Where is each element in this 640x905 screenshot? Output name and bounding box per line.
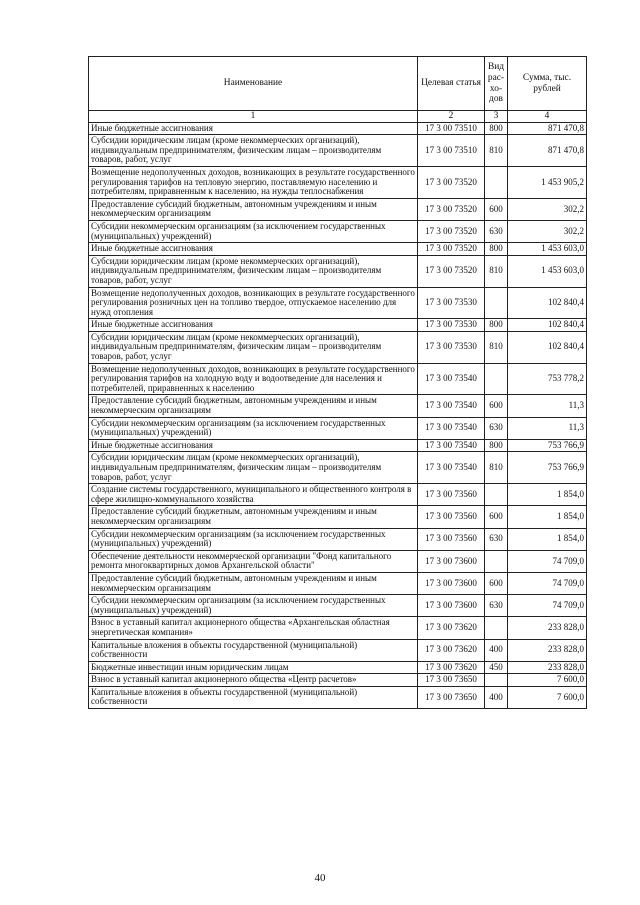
table-row [89,572,587,594]
row-sum-cell: 233 828,0 [508,661,587,674]
row-type-cell: 810 [485,255,508,287]
row-code-cell: 17 3 00 73510 [418,122,485,135]
table-row [89,198,587,220]
row-type-cell: 810 [485,135,508,167]
table-row [89,484,587,506]
column-number: 3 [485,111,508,123]
row-sum-cell: 11,3 [508,395,587,417]
row-sum-cell: 7 600,0 [508,686,587,708]
header-code: Целевая статья [418,57,485,111]
row-sum-cell: 233 828,0 [508,639,587,661]
row-sum-cell: 102 840,4 [508,331,587,363]
row-sum-cell: 1 453 603,0 [508,255,587,287]
row-type-cell: 800 [485,439,508,452]
row-sum-cell: 7 600,0 [508,674,587,687]
row-code-cell: 17 3 00 73600 [418,595,485,617]
row-name-cell: Бюджетные инвестиции иным юридическим лицам [89,661,418,674]
table-row [89,550,587,572]
row-code-cell: 17 3 00 73540 [418,417,485,439]
row-name-cell: Возмещение недополученных доходов, возникающих в результате государственного регулирования тарифов на тепловую энергию, поставляемую населению и потребителям, приравненным к населению, на нужды теплоснабжения [89,166,418,198]
row-type-cell: 450 [485,661,508,674]
row-sum-cell: 871 470,8 [508,122,587,135]
table-row [89,287,587,319]
row-sum-cell: 11,3 [508,417,587,439]
row-type-cell: 630 [485,595,508,617]
table-row [89,617,587,639]
row-name-cell: Взнос в уставный капитал акционерного общества «Архангельская областная энергетическая компания» [89,617,418,639]
row-code-cell: 17 3 00 73620 [418,639,485,661]
row-code-cell: 17 3 00 73620 [418,617,485,639]
row-name-cell: Иные бюджетные ассигнования [89,439,418,452]
row-code-cell: 17 3 00 73510 [418,135,485,167]
row-code-cell: 17 3 00 73600 [418,572,485,594]
table-row [89,220,587,242]
table-row [89,506,587,528]
header-sum: Сумма, тыс. рублей [508,57,587,111]
row-type-cell [485,617,508,639]
row-name-cell: Взнос в уставный капитал акционерного общества «Центр расчетов» [89,674,418,687]
row-code-cell: 17 3 00 73520 [418,198,485,220]
table-row [89,255,587,287]
row-sum-cell: 1 854,0 [508,484,587,506]
table-row [89,319,587,332]
row-type-cell: 600 [485,572,508,594]
row-name-cell: Капитальные вложения в объекты государственной (муниципальной) собственности [89,686,418,708]
row-name-cell: Субсидии некоммерческим организациям (за исключением государственных (муниципальных) учреждений) [89,528,418,550]
row-name-cell: Иные бюджетные ассигнования [89,319,418,332]
table-row [89,243,587,256]
row-name-cell: Предоставление субсидий бюджетным, автономным учреждениям и иным некоммерческим организациям [89,506,418,528]
row-type-cell [485,550,508,572]
row-type-cell: 800 [485,319,508,332]
row-sum-cell: 74 709,0 [508,550,587,572]
row-name-cell: Создание системы государственного, муниципального и общественного контроля в сфере жилищно-коммунального хозяйства [89,484,418,506]
row-type-cell: 400 [485,686,508,708]
row-name-cell: Иные бюджетные ассигнования [89,122,418,135]
row-code-cell: 17 3 00 73540 [418,439,485,452]
row-code-cell: 17 3 00 73520 [418,255,485,287]
table-row [89,135,587,167]
column-number: 2 [418,111,485,123]
row-code-cell: 17 3 00 73540 [418,452,485,484]
row-name-cell: Предоставление субсидий бюджетным, автономным учреждениям и иным некоммерческим организациям [89,198,418,220]
row-code-cell: 17 3 00 73520 [418,220,485,242]
table-row [89,363,587,395]
row-name-cell: Субсидии некоммерческим организациям (за исключением государственных (муниципальных) учреждений) [89,417,418,439]
row-sum-cell: 753 778,2 [508,363,587,395]
row-sum-cell: 753 766,9 [508,439,587,452]
row-sum-cell: 1 854,0 [508,506,587,528]
row-code-cell: 17 3 00 73560 [418,528,485,550]
table-row [89,595,587,617]
row-name-cell: Возмещение недополученных доходов, возникающих в результате государственного регулирования тарифов на холодную воду и водоотведение для населения и потребителей, приравненных к населению [89,363,418,395]
row-sum-cell: 1 854,0 [508,528,587,550]
row-type-cell [485,363,508,395]
row-sum-cell: 753 766,9 [508,452,587,484]
row-type-cell [485,287,508,319]
table-row [89,661,587,674]
table-row [89,331,587,363]
row-type-cell [485,484,508,506]
table-row [89,528,587,550]
row-type-cell: 800 [485,243,508,256]
table-row [89,166,587,198]
column-number-row [89,111,587,123]
row-code-cell: 17 3 00 73620 [418,661,485,674]
page-number: 40 [314,872,326,884]
row-code-cell: 17 3 00 73560 [418,484,485,506]
row-name-cell: Возмещение недополученных доходов, возникающих в результате государственного регулирования розничных цен на топливо твердое, отпускаемое населению для нужд отопления [89,287,418,319]
row-code-cell: 17 3 00 73600 [418,550,485,572]
row-sum-cell: 233 828,0 [508,617,587,639]
row-sum-cell: 74 709,0 [508,595,587,617]
row-name-cell: Субсидии юридическим лицам (кроме некоммерческих организаций), индивидуальным предпринимателям, физическим лицам – производителям товаров, работ, услуг [89,135,418,167]
row-code-cell: 17 3 00 73650 [418,674,485,687]
row-name-cell: Субсидии юридическим лицам (кроме некоммерческих организаций), индивидуальным предпринимателям, физическим лицам – производителям товаров, работ, услуг [89,331,418,363]
row-sum-cell: 102 840,4 [508,319,587,332]
row-code-cell: 17 3 00 73650 [418,686,485,708]
row-type-cell: 630 [485,417,508,439]
row-code-cell: 17 3 00 73560 [418,506,485,528]
row-type-cell: 630 [485,528,508,550]
table-row [89,439,587,452]
row-sum-cell: 102 840,4 [508,287,587,319]
budget-table [88,56,587,709]
column-number: 4 [508,111,587,123]
row-type-cell: 810 [485,331,508,363]
row-sum-cell: 302,2 [508,198,587,220]
row-code-cell: 17 3 00 73530 [418,331,485,363]
row-code-cell: 17 3 00 73540 [418,395,485,417]
row-sum-cell: 871 470,8 [508,135,587,167]
row-name-cell: Капитальные вложения в объекты государственной (муниципальной) собственности [89,639,418,661]
row-type-cell: 400 [485,639,508,661]
row-type-cell: 810 [485,452,508,484]
row-code-cell: 17 3 00 73520 [418,166,485,198]
row-name-cell: Субсидии некоммерческим организациям (за исключением государственных (муниципальных) учреждений) [89,595,418,617]
row-name-cell: Субсидии юридическим лицам (кроме некоммерческих организаций), индивидуальным предпринимателям, физическим лицам – производителям товаров, работ, услуг [89,452,418,484]
row-sum-cell: 1 453 905,2 [508,166,587,198]
row-type-cell: 600 [485,506,508,528]
row-type-cell: 600 [485,395,508,417]
table-row [89,686,587,708]
row-code-cell: 17 3 00 73520 [418,243,485,256]
table-row [89,674,587,687]
row-code-cell: 17 3 00 73530 [418,287,485,319]
table-row [89,639,587,661]
row-sum-cell: 302,2 [508,220,587,242]
row-name-cell: Субсидии некоммерческим организациям (за исключением государственных (муниципальных) учреждений) [89,220,418,242]
row-name-cell: Предоставление субсидий бюджетным, автономным учреждениям и иным некоммерческим организациям [89,395,418,417]
column-number: 1 [89,111,418,123]
table-row [89,452,587,484]
row-name-cell: Субсидии юридическим лицам (кроме некоммерческих организаций), индивидуальным предпринимателям, физическим лицам – производителям товаров, работ, услуг [89,255,418,287]
row-name-cell: Иные бюджетные ассигнования [89,243,418,256]
row-type-cell: 800 [485,122,508,135]
table-row [89,122,587,135]
row-type-cell: 630 [485,220,508,242]
row-name-cell: Обеспечение деятельности некоммерческой организации "Фонд капитального ремонта многоквартирных домов Архангельской области" [89,550,418,572]
table-header [89,57,587,123]
row-sum-cell: 1 453 603,0 [508,243,587,256]
row-type-cell [485,674,508,687]
header-name: Наименование [89,57,418,111]
table-row [89,417,587,439]
row-code-cell: 17 3 00 73540 [418,363,485,395]
row-sum-cell: 74 709,0 [508,572,587,594]
row-type-cell: 600 [485,198,508,220]
header-row [89,57,587,111]
table-body [89,122,587,708]
row-name-cell: Предоставление субсидий бюджетным, автономным учреждениям и иным некоммерческим организациям [89,572,418,594]
row-type-cell [485,166,508,198]
row-code-cell: 17 3 00 73530 [418,319,485,332]
table-row [89,395,587,417]
header-type: Вид рас-хо-дов [485,57,508,111]
